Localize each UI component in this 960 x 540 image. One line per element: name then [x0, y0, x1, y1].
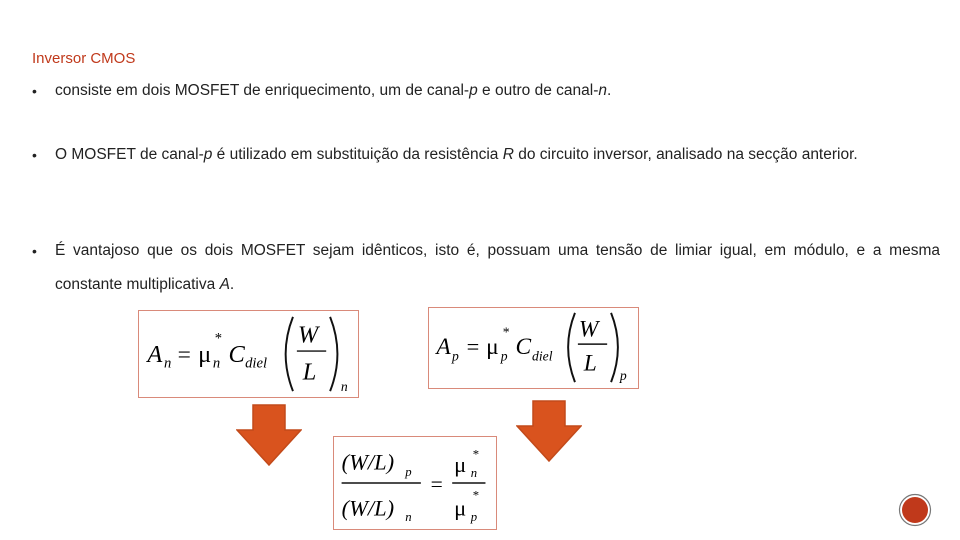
formula-an-c: C: [228, 340, 245, 368]
formula-an-den: L: [302, 358, 317, 386]
formula-ap-lhs-sub: p: [452, 348, 459, 364]
formula-ratio-mu-bot: μ: [454, 495, 467, 521]
formula-ratio-star-bot: *: [472, 488, 480, 503]
formula-ratio-mu-top: μ: [454, 452, 467, 478]
formula-ap-star: *: [502, 324, 510, 340]
formula-an-mu-sub: n: [212, 355, 221, 372]
formula-ratio-bot: (W/L): [341, 495, 395, 521]
slide-title: Inversor CMOS: [32, 50, 136, 67]
formula-ap-mu-sub: p: [500, 348, 508, 364]
bullet-item-1: [32, 74, 940, 108]
bullet-dot: •: [32, 147, 37, 163]
formula-an-lhs-sub: n: [163, 355, 172, 372]
bullet-text-1: consiste em dois MOSFET de enriquecimento, um de canal-p e outro de canal-n.: [55, 82, 612, 99]
formula-ap-den: L: [583, 350, 597, 377]
formula-ratio: [333, 436, 497, 530]
formula-ap: [428, 307, 639, 389]
slide-number-circle-icon: [898, 493, 932, 527]
formula-ap-paren-sub: p: [619, 368, 627, 384]
formula-ratio-top-sub: p: [405, 465, 412, 480]
bullet-dot: •: [32, 83, 37, 99]
formula-ap-mu: μ: [486, 333, 499, 360]
formula-ratio-bot-sub: n: [405, 510, 412, 525]
bullet-text-3: É vantajoso que os dois MOSFET sejam idênticos, isto é, possuam uma tensão de limiar igual, em módulo, e a mesma constante multiplicativa A.: [55, 242, 940, 293]
bullet-item-3: [32, 234, 940, 302]
formula-ratio-svg: [334, 437, 496, 529]
formula-ap-c: C: [515, 333, 532, 360]
formula-ratio-star-top: *: [472, 447, 480, 462]
formula-an-lhs: A: [147, 340, 163, 368]
down-arrow-icon: [516, 400, 582, 462]
bullet-dot: •: [32, 243, 37, 259]
formula-ratio-equals: =: [430, 471, 443, 496]
formula-an-num: W: [297, 321, 319, 349]
formula-an-c-sub: diel: [245, 355, 268, 372]
formula-ap-c-sub: diel: [532, 348, 553, 364]
bullet-item-2: [32, 138, 940, 172]
formula-an-equals: =: [177, 341, 191, 368]
formula-an-mu: μ: [198, 340, 212, 368]
formula-ap-equals: =: [466, 333, 480, 359]
formula-ap-lhs: A: [436, 333, 451, 360]
formula-ratio-mu-bot-sub: p: [470, 510, 478, 525]
formula-ratio-mu-top-sub: n: [470, 466, 478, 481]
formula-ap-svg: [429, 308, 638, 388]
formula-ap-paren-right: [611, 313, 618, 382]
formula-ap-num: W: [578, 316, 599, 343]
down-arrow-icon: [236, 404, 302, 466]
formula-an-paren-right: [330, 317, 337, 391]
formula-an-star: *: [214, 330, 223, 347]
formula-an: [138, 310, 359, 398]
formula-ap-paren-left: [568, 313, 575, 382]
formula-an-paren-sub: n: [340, 379, 348, 395]
formula-an-paren-left: [286, 317, 293, 391]
formula-ratio-top: (W/L): [341, 449, 395, 475]
bullet-text-2: O MOSFET de canal-p é utilizado em substituição da resistência R do circuito inversor, analisado na secção anterior.: [55, 146, 858, 163]
formula-an-svg: [139, 311, 358, 397]
